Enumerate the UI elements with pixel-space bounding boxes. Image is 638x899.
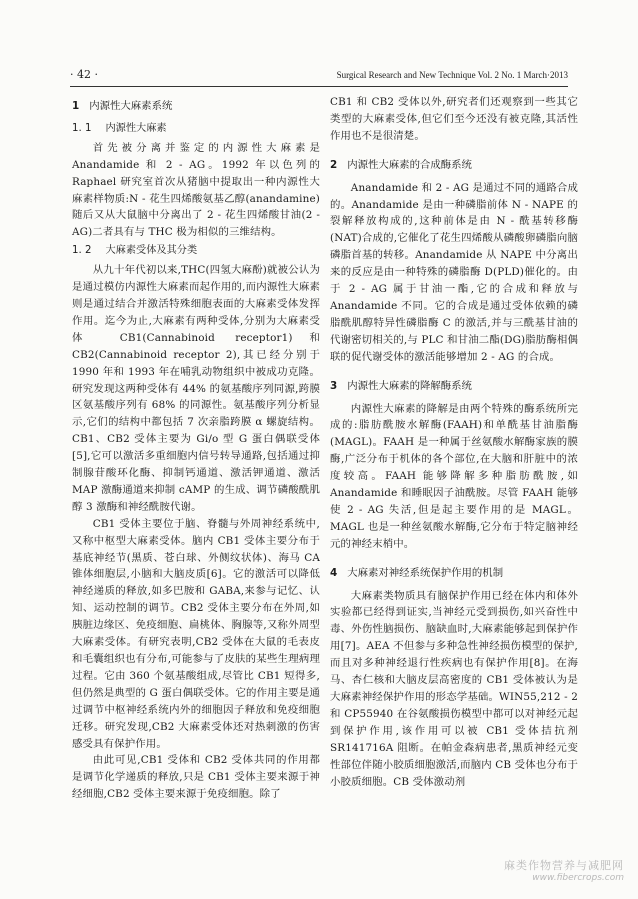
section-heading: 1 内源性大麻素系统 <box>72 100 173 112</box>
paragraph: CB1 受体主要位于脑、脊髓与外周神经系统中,又称中枢型大麻素受体。脑内 CB1 受体主要分布于基底神经节(黑质、苍白球、外侧纹状体)、海马 CA 锥体细胞层,小脑和大脑皮质[6]。它的激活可以降低神经递质的释放,如多巴胺和 GABA,来参与记忆、认知、运动控制的调节。CB2 受体主要分布在外周,如胰脏边缘区、免疫细胞、扁桃体、胸腺等,又称外周型大麻素受体。有研究表明,CB2 受体在大鼠的毛表皮和毛囊组织也有分布,可能参与了皮肤的某些生理病理过程。它由 360 个氨基酸组成,尽管比 CB1 短得多,但仍然是典型的 G 蛋白偶联受体。它的作用主要是通过调节中枢神经系统内外的细胞因子释放和免疫细胞迁移。研究发现,CB2 大麻素受体还对热刺激的伤害感受具有保护作用。 <box>72 517 320 750</box>
section-heading: 3 内源性大麻素的降解酶系统 <box>330 379 472 392</box>
paragraph: 大麻素类物质具有脑保护作用已经在体内和体外实验都已经得到证实,当神经元受到损伤,如兴奋性中毒、外伤性脑损伤、脑缺血时,大麻素能够起到保护作用[7]。AEA 不但参与多种急性神经损伤模型的保护,而且对多种神经退行性疾病也有保护作用[8]。在海马、杏仁核和大脑皮层高密度的 CB1 受体被认为是大麻素神经保护作用的形态学基础。WIN55,212 - 2 和 CP55940 在谷氨酸损伤模型中都可以对神经元起到保护作用,该作用可以被 CB1 受体拮抗剂 SR141716A 阻断。在帕金森病患者,黑质神经元变性部位伴随小胶质细胞激活,而脑内 CB 受体也分布于小胶质细胞。CB 受体激动剂 <box>330 589 578 788</box>
paragraph: 首先被分离并鉴定的内源性大麻素是 Anandamide 和 2 - AG。1992 年以色列的 Raphael 研究室首次从猪脑中提取出一种内源性大麻素样物质:N - 花生四烯酸氨基乙醇(anandamine)随后又从大鼠脑中分离出了 2 - 花生四烯酸甘油(2 - AG)二者具有与 THC 极为相似的三维结构。 <box>72 141 320 239</box>
paragraph: Anandamide 和 2 - AG 是通过不同的通路合成的。Anandamide 是由一种磷脂前体 N - NAPE 的裂解释放构成的,这种前体是由 N - 酰基转移酶(NAT)合成的,它催化了花生四烯酸从磷酸卵磷脂向脑磷脂首基的转移。Anandamide 从 NAPE 中分离出来的反应是由一种特殊的磷脂酶 D(PLD)催化的。由于 2 - AG 属于甘油一酯,它的合成和释放与 Anandamide 不同。它的合成是通过受体依赖的磷脂酰肌醇特异性磷脂酶 C 的激活,并与三酰基甘油的代谢密切相关的,与 PLC 和甘油二酯(DG)脂肪酶相偶联的促代谢受体的激活能够增加 2 - AG 的合成。 <box>330 181 578 363</box>
paragraph: 内源性大麻素的降解是由两个特殊的酶系统所完成的:脂肪酰胺水解酶(FAAH)和单酰基甘油脂酶(MAGL)。FAAH 是一种属于丝氨酸水解酶家族的膜酶,广泛分布于机体的各个部位,在大脑和肝脏中的浓度较高。FAAH 能够降解多种脂肪酰胺,如 Anandamide 和睡眠因子油酰胺。尽管 FAAH 能够使 2 - AG 失活,但是起主要作用的是 MAGL。MAGL 也是一种丝氨酸水解酶,它分布于特定脑神经元的神经末梢中。 <box>330 402 578 550</box>
subsection-heading: 1. 1 内源性大麻素 <box>72 122 167 134</box>
page-number: · 42 · <box>70 68 98 81</box>
section-heading: 4 大麻素对神经系统保护作用的机制 <box>330 566 504 579</box>
right-column <box>330 94 578 790</box>
journal-header: Surgical Research and New Technique Vol. 2 No. 1 March·2013 <box>336 70 568 80</box>
page-header <box>70 64 568 86</box>
paragraph: 由此可见,CB1 受体和 CB2 受体共同的作用都是调节化学递质的释放,只是 CB1 受体主要来源于神经细胞,CB2 受体主要来源于免疫细胞。除了 <box>72 754 320 801</box>
paragraph: 从九十年代初以来,THC(四氢大麻酚)就被公认为是通过模仿内源性大麻素而起作用的,而内源性大麻素则是通过结合并激活特殊细胞表面的大麻素受体发挥作用。迄今为止,大麻素有两种受体,分别为大麻素受体 CB1(Cannabinoid receptor1)和 CB2(Cannabinoid receptor 2),其已经分别于 1990 年和 1993 年在哺乳动物组织中被成功克隆。研究发现这两种受体有 44% 的氨基酸序列同源,跨膜区氨基酸序列有 68% 的同源性。氨基酸序列分析显示,它们的结构中都包括 7 次亲脂跨膜 α 螺旋结构。CB1、CB2 受体主要为 Gi/o 型 G 蛋白偶联受体[5],它可以激活多重细胞内信号转导通路,包括通过抑制腺苷酸环化酶、抑制钙通道、激活钾通道、激活 MAP 激酶通道来抑制 cAMP 的生成、调节磷酸酰肌醇 3 激酶和神经酰胺代谢。 <box>72 264 320 513</box>
header-rule <box>70 86 568 87</box>
left-column <box>72 94 320 803</box>
watermark: 麻类作物营养与减肥网 www.fibercrops.com <box>504 859 624 883</box>
subsection-heading: 1. 2 大麻素受体及其分类 <box>72 245 198 257</box>
paragraph: CB1 和 CB2 受体以外,研究者们还观察到一些其它类型的大麻素受体,但它们至今还没有被克隆,其活性作用也不是很清楚。 <box>330 96 578 142</box>
section-heading: 2 内源性大麻素的合成酶系统 <box>330 158 472 171</box>
